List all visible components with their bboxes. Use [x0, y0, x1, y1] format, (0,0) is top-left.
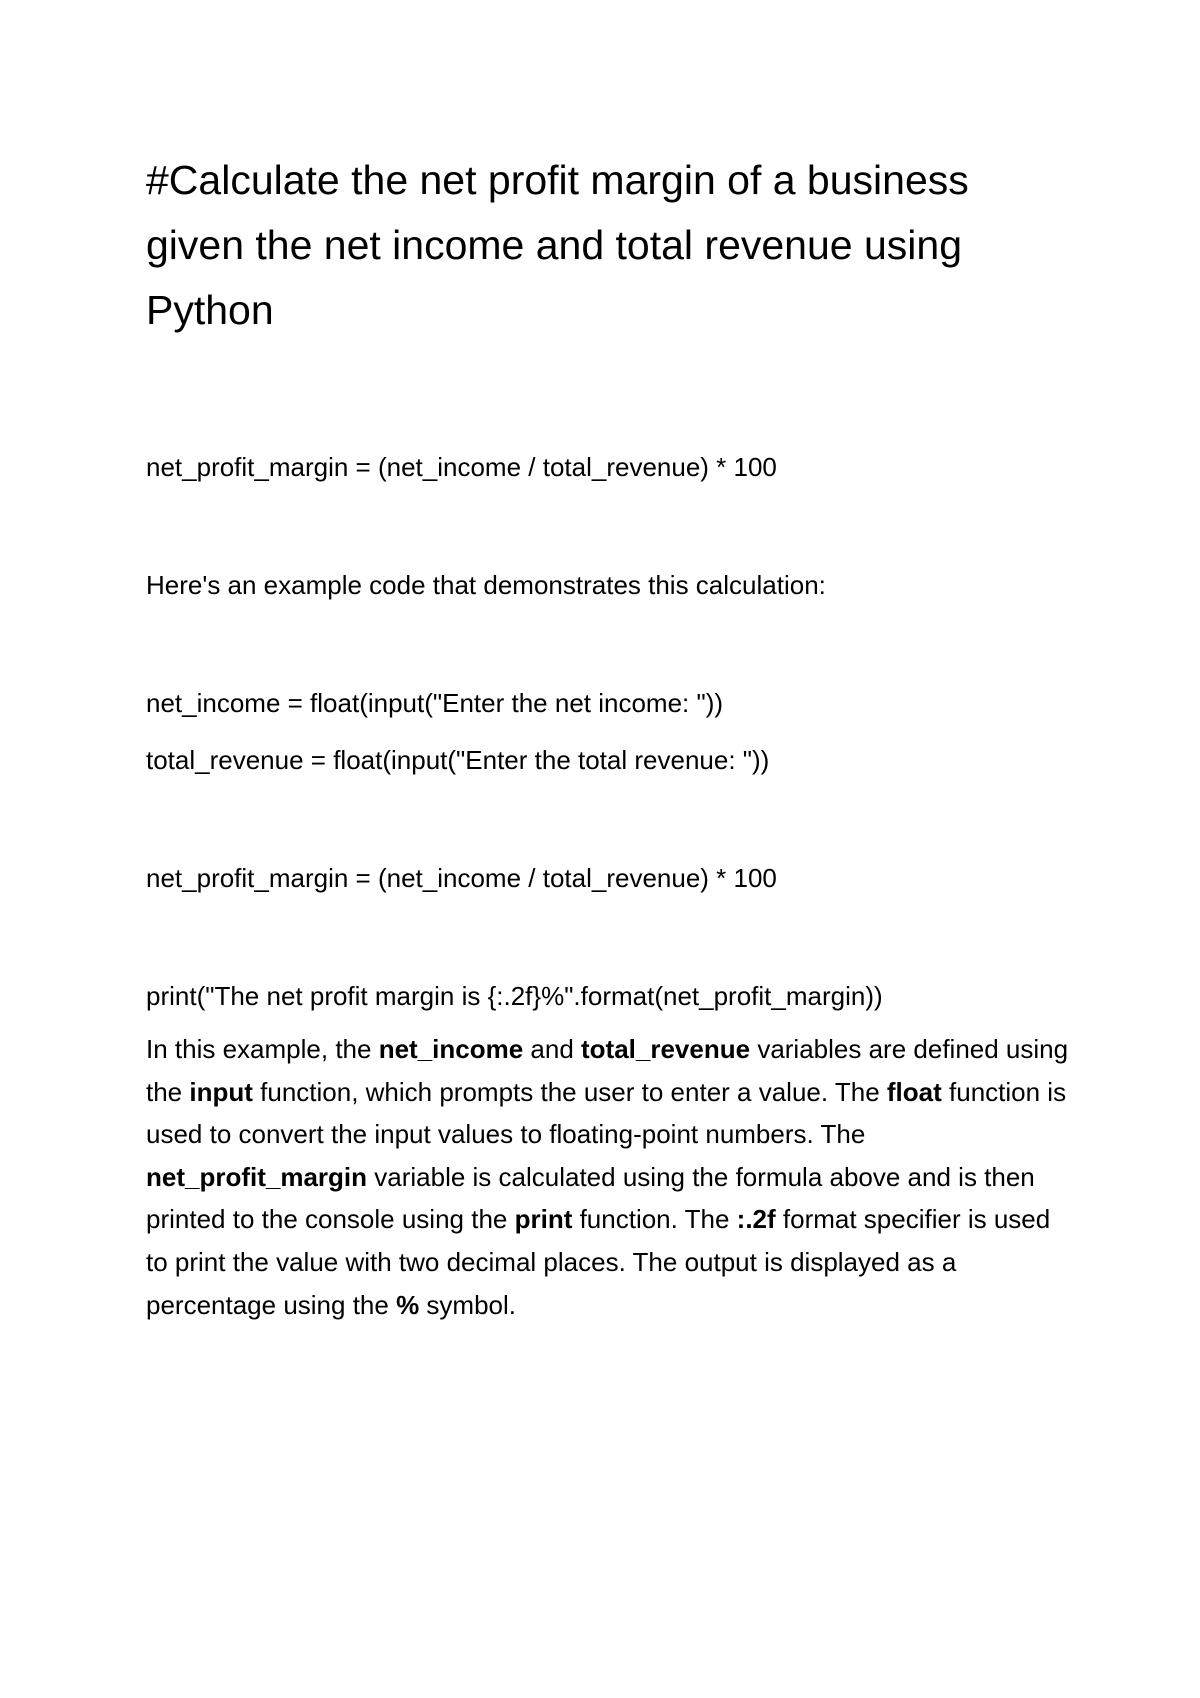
explanation-text: In this example, the [146, 1034, 379, 1064]
explanation-keyword-total-revenue: total_revenue [581, 1034, 751, 1064]
explanation-keyword-net-income: net_income [378, 1034, 524, 1064]
formula-line: net_profit_margin = (net_income / total_revenue) * 100 [146, 452, 777, 482]
explanation-keyword-net-profit-margin: net_profit_margin [146, 1161, 368, 1192]
code-line-net-income: net_income = float(input("Enter the net income: ")) [146, 688, 724, 718]
code-line-total-revenue: total_revenue = float(input("Enter the total revenue: ")) [146, 745, 770, 775]
explanation-text: function, which prompts the user to enter a value. The [252, 1076, 887, 1107]
print-line: print("The net profit margin is {:.2f}%".format(net_profit_margin)) [146, 981, 883, 1011]
explanation-text: function. The [572, 1204, 737, 1235]
explanation-keyword-print: print [514, 1204, 573, 1235]
explanation-text: and [523, 1034, 582, 1064]
explanation-keyword-percent: % [396, 1289, 420, 1320]
explanation-keyword-format-specifier: :.2f [736, 1204, 776, 1235]
formula-line-repeat: net_profit_margin = (net_income / total_revenue) * 100 [146, 863, 777, 893]
explanation-keyword-input: input [189, 1076, 253, 1107]
document-content [146, 148, 1076, 1326]
document-title: #Calculate the net profit margin of a business given the net income and total revenue using Python [146, 157, 969, 333]
intro-line: Here's an example code that demonstrates this calculation: [146, 570, 826, 600]
explanation-text: symbol. [419, 1289, 517, 1320]
explanation-text: variable is calculated using the formula above and is then printed to the console using the [146, 1161, 1035, 1235]
explanation-keyword-float: float [886, 1076, 942, 1107]
explanation-paragraph [146, 1028, 1076, 1326]
explanation-text: function is used to convert the input values to floating-point numbers. The [146, 1076, 1067, 1150]
explanation-text: variables are defined using the [146, 1034, 1069, 1107]
explanation-text: format specifier is used to print the value with two decimal places. The output is displayed as a percentage using the [146, 1204, 1051, 1320]
